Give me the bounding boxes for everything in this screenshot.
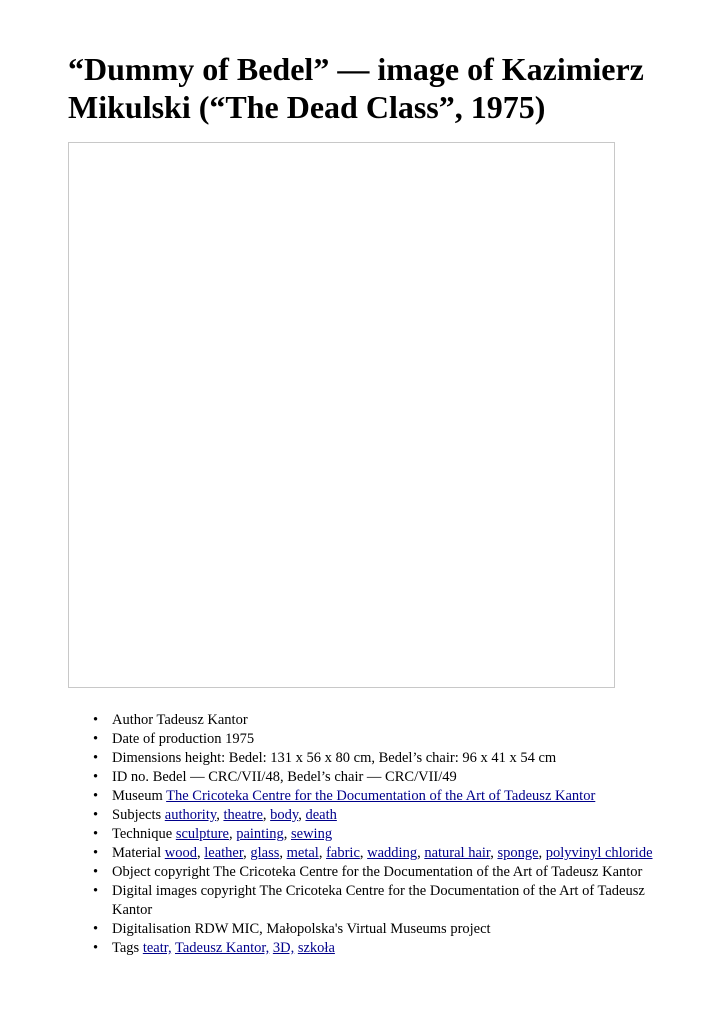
details-list [93,711,673,958]
detail-label: Digital images copyright [112,883,257,899]
material-link-metal[interactable]: metal [286,845,319,861]
detail-label: Tags [112,940,140,956]
material-link-leather[interactable]: leather [204,845,244,861]
detail-technique: • Technique sculpture, painting, sewing [93,825,673,844]
detail-museum [93,787,673,806]
museum-link[interactable]: The Cricoteka Centre for the Documentation of the Art of Tadeusz Kantor [166,788,596,804]
detail-author [93,711,673,730]
tag-link-tadeusz-kantor[interactable]: Tadeusz Kantor, [175,940,270,956]
technique-link-sculpture[interactable]: sculpture [175,826,229,842]
detail-value: 1975 [225,731,255,747]
detail-value: The Cricoteka Centre for the Documentation of the Art of Tadeusz Kantor [213,864,643,880]
subject-link-theatre[interactable]: theatre [223,807,263,823]
detail-label: Digitalisation [112,921,191,937]
tag-link-szkola[interactable]: szkoła [297,940,335,956]
subject-link-authority[interactable]: authority [164,807,217,823]
tag-link-teatr[interactable]: teatr, [142,940,172,956]
material-link-wood[interactable]: wood [164,845,197,861]
page-title: “Dummy of Bedel” — image of Kazimierz Mikulski (“The Dead Class”, 1975) [68,51,644,125]
subject-link-body[interactable]: body [270,807,299,823]
detail-label: Material [112,845,162,861]
material-link-wadding[interactable]: wadding [367,845,418,861]
detail-tags [93,939,673,958]
material-link-glass[interactable]: glass [250,845,280,861]
detail-value: The Cricoteka Centre for the Documentation of the Art of Tadeusz Kantor [112,883,645,918]
material-link-fabric[interactable]: fabric [326,845,360,861]
detail-value: Tadeusz Kantor [156,712,248,728]
technique-link-sewing[interactable]: sewing [291,826,333,842]
detail-value: height: Bedel: 131 x 56 x 80 cm, Bedel’s chair: 96 x 41 x 54 cm [184,750,557,766]
detail-label: Museum [112,788,163,804]
detail-dimensions [93,749,673,768]
detail-digitalisation [93,920,673,939]
tag-link-3d[interactable]: 3D, [272,940,295,956]
material-link-natural-hair[interactable]: natural hair [424,845,491,861]
detail-label: Date of production [112,731,222,747]
detail-object-copyright [93,863,673,882]
detail-value: Bedel — CRC/VII/48, Bedel’s chair — CRC/VII/49 [152,769,457,785]
detail-label: Subjects [112,807,162,823]
detail-digital-copyright [93,882,673,920]
detail-label: Technique [112,826,173,842]
detail-date [93,730,673,749]
detail-subjects: • Subjects authority, theatre, body, death [93,806,673,825]
detail-label: ID no. [112,769,150,785]
object-image-frame [68,142,615,688]
detail-value: RDW MIC, Małopolska's Virtual Museums project [194,921,491,937]
detail-label: Dimensions [112,750,182,766]
detail-id [93,768,673,787]
subject-link-death[interactable]: death [305,807,337,823]
material-link-sponge[interactable]: sponge [497,845,539,861]
detail-label: Object copyright [112,864,210,880]
material-link-polyvinyl-chloride[interactable]: polyvinyl chloride [545,845,653,861]
detail-label: Author [112,712,154,728]
detail-material: • Material wood, leather, glass, metal, fabric, wadding, natural hair, sponge, polyvinyl chloride [93,844,673,863]
technique-link-painting[interactable]: painting [236,826,284,842]
